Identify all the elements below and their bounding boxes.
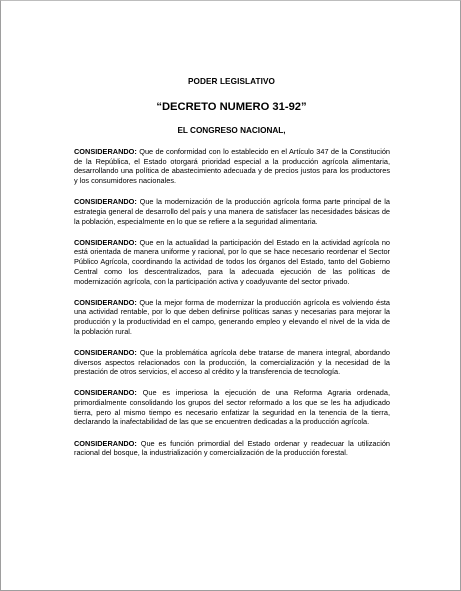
paragraph-keyword: CONSIDERANDO: [74,388,137,398]
considerando-paragraph-6 [74,388,390,427]
considerando-paragraph-3 [74,238,390,287]
paragraph-text: Que en la actualidad la participación del Estado en la actividad agrícola no está orientada de manera uniforme y racional, por lo que se hace necesario reordenar el Sector Público Agrícola, coordinando la actividad de todos los órganos del Estado, tanto del Gobierno Central como los descentralizados, para la adecuada ejecución de las políticas de modernización agrícola, con la participación activa y coadyuvante del sector privado. [74,237,390,286]
considerando-paragraph-1 [74,147,390,186]
paragraph-keyword: CONSIDERANDO: [74,347,137,357]
considerando-paragraph-2 [74,197,390,226]
considerando-paragraph-7 [74,439,390,458]
paragraph-keyword: CONSIDERANDO: [74,237,137,247]
decree-title: “DECRETO NUMERO 31-92” [156,101,307,113]
heading-poder-legislativo: PODER LEGISLATIVO [187,77,276,86]
paragraph-keyword: CONSIDERANDO: [74,297,137,307]
paragraph-keyword: CONSIDERANDO: [74,147,137,156]
issuer-line: EL CONGRESO NACIONAL, [177,126,286,135]
paragraph-text: Que la modernización de la producción agrícola forma parte principal de la estrategia general de desarrollo del país y una manera de satisfacer las necesidades básicas de la población, especialmente en lo que se refiere a la seguridad alimentaria. [74,197,390,226]
document-body [74,147,390,469]
paragraph-text: Que la mejor forma de modernizar la producción agrícola es volviendo ésta una actividad rentable, por lo que deben definirse políticas sanas y necesarias para mejorar la producción y la productividad en el campo, generando empleo y elevando el nivel de la vida de la población rural. [74,297,390,336]
paragraph-keyword: CONSIDERANDO: [74,197,137,207]
considerando-paragraph-5 [74,348,390,377]
considerando-paragraph-4 [74,298,390,337]
paragraph-text: Que de conformidad con lo establecido en el Artículo 347 de la Constitución de la República, el Estado otorgará prioridad especial a la producción agrícola alimentaria, desarrollando una política de abastecimiento adecuada y de precios justos para los productores y los consumidores nacionales. [74,147,390,186]
paragraph-text: Que la problemática agrícola debe tratarse de manera integral, abordando diversos aspectos relacionados con la producción, la comercialización y la necesidad de la prestación de otros servicios, el acceso al crédito y la transferencia de tecnología. [74,347,390,377]
paragraph-text: Que es imperiosa la ejecución de una Reforma Agraria ordenada, primordialmente consolidando los grupos del sector reformado a los que se les ha adjudicado tierra, pero al mismo tiempo es necesario enfatizar la seguridad en la tenencia de la tierra, declarando la inafectabilidad de las que se encuentren dedicadas a la producción agrícola. [74,388,390,427]
paragraph-keyword: CONSIDERANDO: [74,438,137,448]
paragraph-text: Que es función primordial del Estado ordenar y readecuar la utilización racional del bosque, la industrialización y comercialización de la producción forestal. [74,438,390,458]
